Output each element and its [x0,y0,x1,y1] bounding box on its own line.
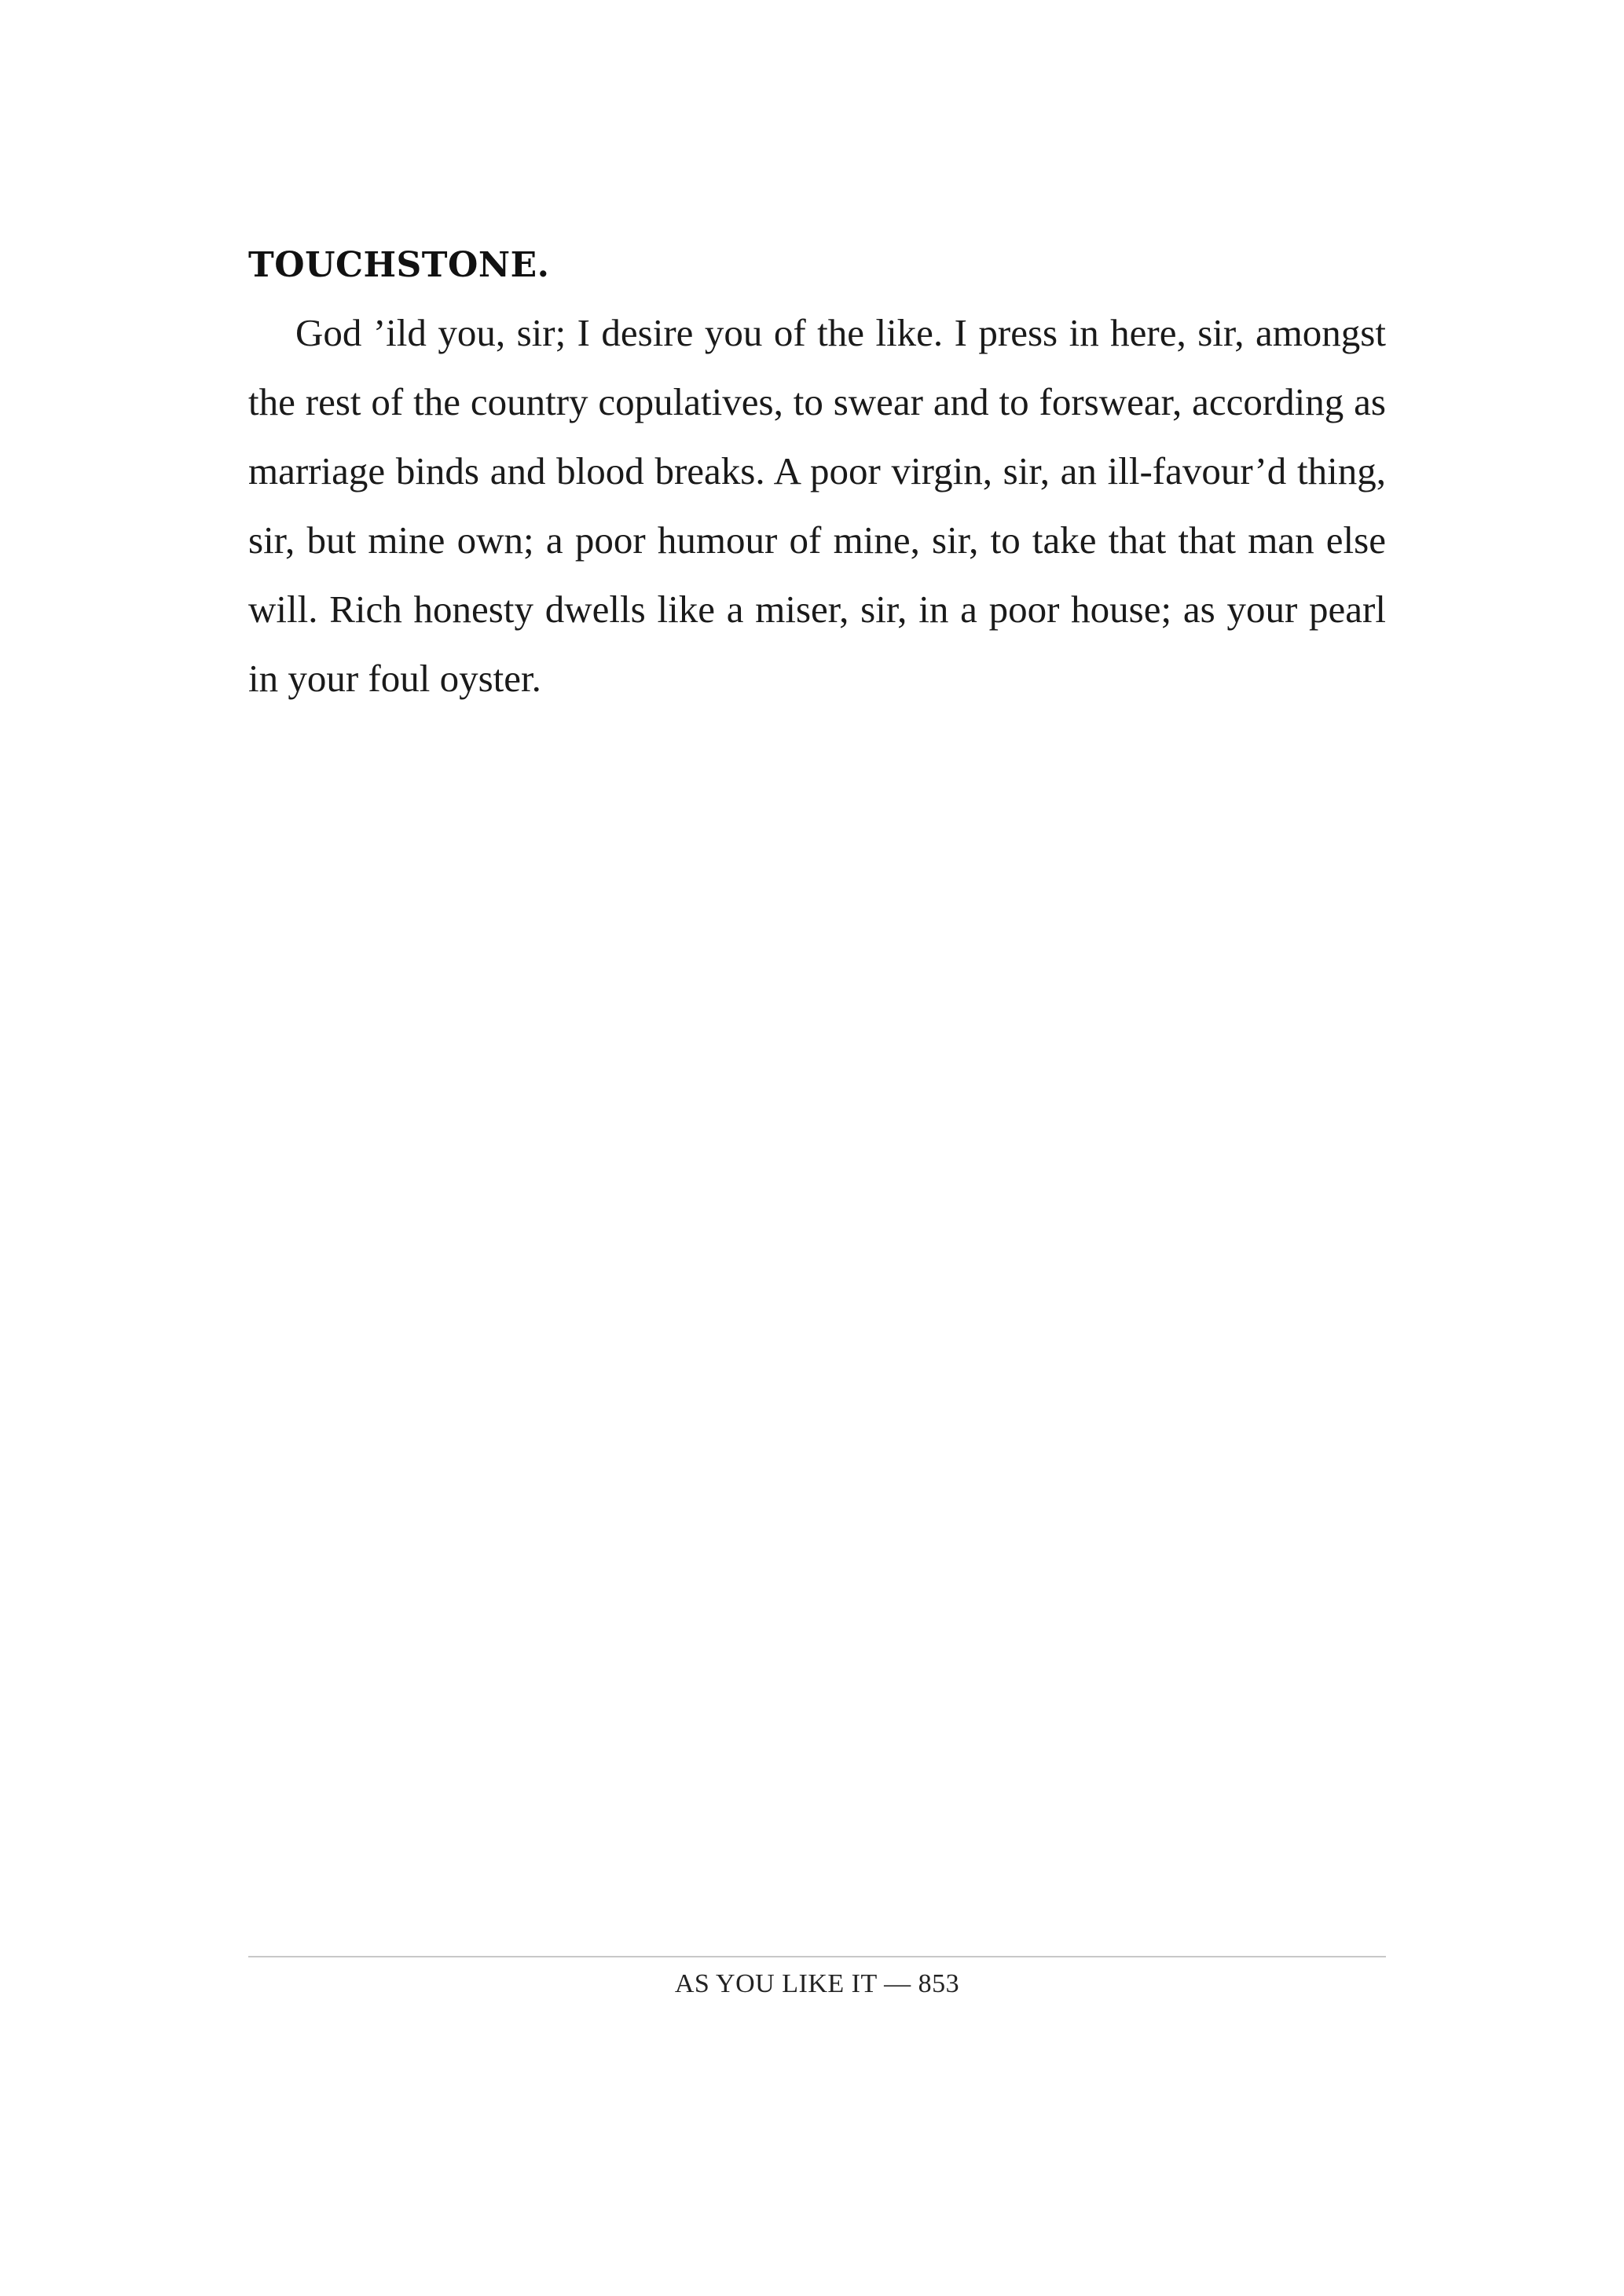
speech-text: God ’ild you, sir; I desire you of the like. I press in here, sir, amongst the rest of the country copulatives, to swear and to forswear, according as marriage binds and blood breaks. A poor virgin, sir, an ill-favour’d thing, sir, but mine own; a poor humour of mine, sir, to take that that man else will. Rich honesty dwells like a miser, sir, in a poor house; as your pearl in your foul oyster. [248,311,1386,700]
footer-divider [248,1956,1386,1957]
speaker-name: TOUCHSTONE. [248,245,550,285]
footer-running-title: AS YOU LIKE IT — 853 [674,1969,960,1998]
speech-block [248,242,1386,713]
